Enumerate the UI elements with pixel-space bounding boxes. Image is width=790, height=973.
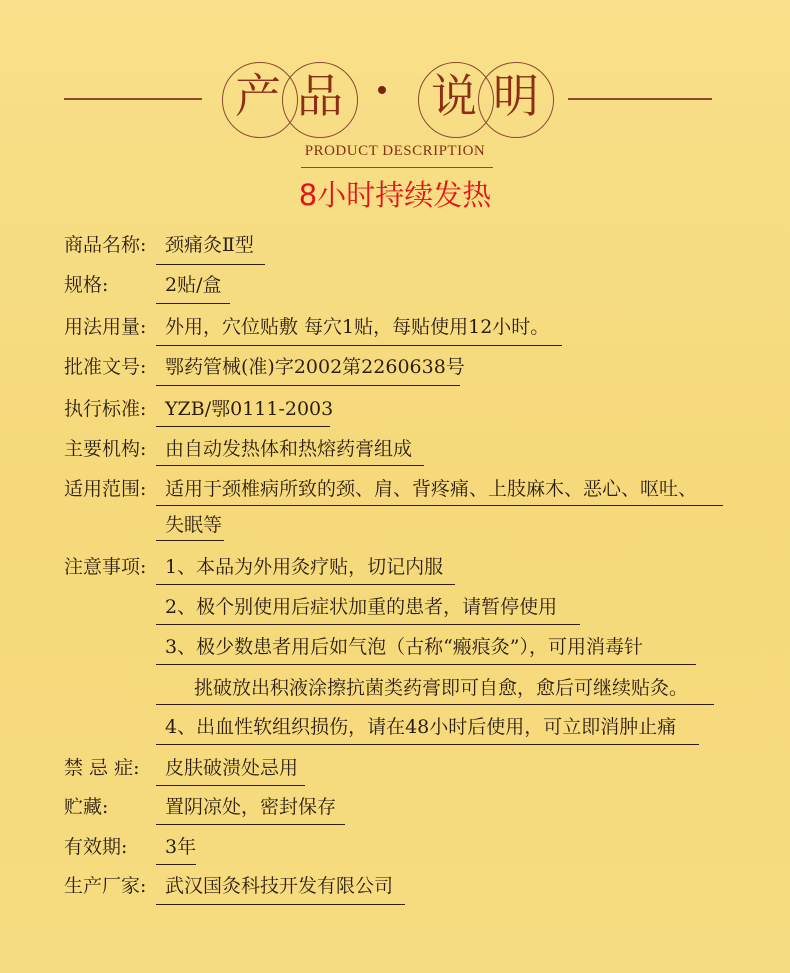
storage-value: 置阴凉处，密封保存 [165,796,337,818]
approval-label: 批准文号: [64,356,147,378]
standard-underline [156,426,330,427]
manufacturer-label: 生产厂家: [64,875,147,897]
scope-label: 适用范围: [64,478,147,500]
spec-label: 规格: [64,274,109,296]
usage-value: 外用，穴位贴敷 每穴1贴，每贴使用12小时。 [165,316,550,338]
storage-underline [156,824,345,825]
title-char-3: 说 [431,69,477,123]
title-char-1: 产 [235,69,281,123]
scope-underline-1 [156,505,723,506]
spec-value: 2贴/盒 [165,274,222,296]
notes-underline-2 [156,624,580,625]
manufacturer-underline [156,904,405,905]
manufacturer-value: 武汉国灸科技开发有限公司 [165,875,394,897]
header-rule-right [568,98,712,100]
notes-line-5: 4、出血性软组织损伤，请在48小时后使用，可立即消肿止痛 [165,716,677,738]
composition-underline [156,465,424,466]
spec-underline [156,303,230,304]
notes-line-2: 2、极个别使用后症状加重的患者，请暂停使用 [165,596,558,618]
notes-underline-5 [156,744,699,745]
title-separator-dot [378,86,386,94]
approval-underline [156,385,460,386]
approval-value: 鄂药管械(准)字2002第2260638号 [165,356,465,378]
page-subtitle: PRODUCT DESCRIPTION [304,143,486,159]
scope-line-2: 失眠等 [165,514,223,536]
title-char-2: 品 [297,69,343,123]
notes-line-1: 1、本品为外用灸疗贴，切记内服 [165,556,444,578]
storage-label: 贮藏: [64,796,109,818]
notes-label: 注意事项: [64,556,147,578]
validity-label: 有效期: [64,836,128,858]
page-headline: 8小时持续发热 [298,178,492,212]
title-char-4: 明 [493,69,539,123]
validity-value: 3年 [165,836,197,858]
usage-underline [156,345,562,346]
notes-underline-1 [156,584,455,585]
notes-line-3: 3、极少数患者用后如气泡（古称“瘢痕灸”），可用消毒针 [165,636,644,658]
scope-line-1: 适用于颈椎病所致的颈、肩、背疼痛、上肢麻木、恶心、呕吐、 [165,478,698,500]
contraindication-underline [156,785,305,786]
product-name-value: 颈痛灸Ⅱ型 [165,234,254,256]
contraindication-label: 禁 忌 症: [64,757,140,779]
notes-underline-4 [156,704,714,705]
composition-label: 主要机构: [64,438,147,460]
notes-underline-3 [156,664,696,665]
composition-value: 由自动发热体和热熔药膏组成 [165,438,413,460]
validity-underline [156,864,196,865]
standard-value: YZB/鄂0111-2003 [165,398,334,420]
contraindication-value: 皮肤破溃处忌用 [165,757,299,779]
header-rule-left [64,98,202,100]
standard-label: 执行标准: [64,398,147,420]
product-name-label: 商品名称: [64,234,147,256]
subtitle-rule [301,167,493,168]
product-name-underline [156,264,265,265]
usage-label: 用法用量: [64,316,147,338]
notes-line-4: 挑破放出积液涂擦抗菌类药膏即可自愈，愈后可继续贴灸。 [194,677,689,699]
scope-underline-2 [156,540,224,541]
